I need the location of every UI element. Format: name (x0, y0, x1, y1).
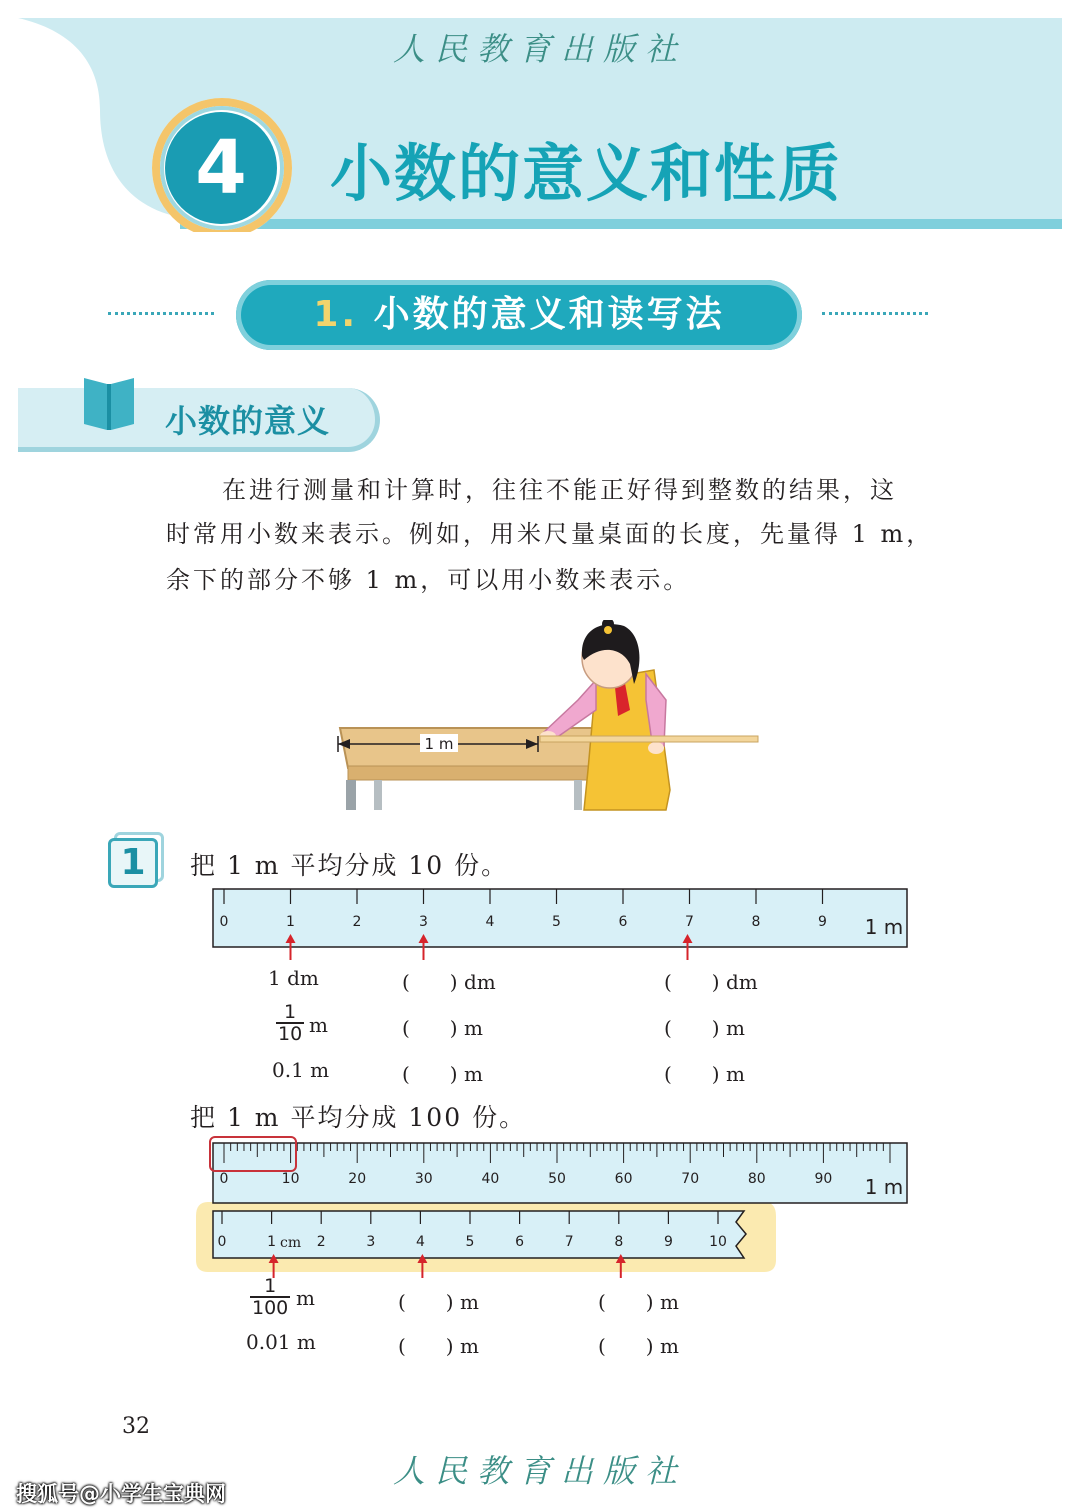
blank-7-fraction-m[interactable]: ( ) m (664, 1016, 745, 1040)
ruler-tick-label: 1 (267, 1234, 277, 1250)
ruler-tick-label: 4 (485, 914, 495, 930)
ruler-tick-label: 9 (663, 1234, 673, 1250)
fraction-one-tenth (276, 1002, 304, 1044)
ruler-tick-label: 9 (818, 914, 827, 930)
answer-1-dm: 1 dm (268, 966, 319, 990)
intro-line-3: 余下的部分不够 1 m，可以用小数来表示。 (166, 566, 691, 594)
blank-3-decimal-m[interactable]: ( ) m (402, 1062, 483, 1086)
ruler-tick-label: 7 (685, 914, 694, 930)
open-book-icon (80, 372, 138, 434)
ruler-tick-label: 90 (814, 1171, 833, 1187)
blank-8cm-decimal-m[interactable]: ( ) m (598, 1334, 679, 1358)
intro-line-1: 在进行测量和计算时，往往不能正好得到整数的结果，这 (222, 476, 897, 504)
ruler-1-end-label: 1 m (864, 915, 904, 939)
ruler-tick-label: 5 (552, 914, 561, 930)
ruler-tick-label: 3 (419, 914, 428, 930)
ruler-tick-label: 2 (352, 914, 362, 930)
ruler-cm-magnified (212, 1210, 752, 1286)
chapter-title: 小数的意义和性质 (330, 137, 843, 210)
blank-8cm-fraction-m[interactable]: ( ) m (598, 1290, 679, 1314)
fraction-denominator: 100 (252, 1297, 289, 1319)
ruler-tick-label: 2 (316, 1234, 326, 1250)
step-2-text: 把 1 m 平均分成 100 份。 (190, 1103, 527, 1132)
fraction-one-hundredth (250, 1276, 290, 1318)
ruler-100-parts (212, 1142, 910, 1206)
fraction-unit: m (309, 1013, 328, 1037)
ruler-10-parts (212, 888, 910, 962)
blank-4cm-fraction-m[interactable]: ( ) m (398, 1290, 479, 1314)
ruler-tick-label: 0 (219, 914, 229, 930)
footer-publisher-logo-text: 人民教育出版社 (392, 1452, 687, 1490)
ruler-tick-label: 5 (465, 1234, 475, 1250)
ruler-tick-label: 40 (481, 1171, 500, 1187)
answer-1-decimal: 0.1 m (272, 1058, 330, 1082)
ruler-tick-label: 10 (281, 1171, 300, 1187)
ruler-tick-label: 50 (548, 1171, 566, 1187)
ruler-tick-label: 0 (217, 1234, 227, 1250)
blank-3-dm[interactable]: ( ) dm (402, 970, 496, 994)
fraction-numerator: 1 (264, 1275, 277, 1297)
answer-1cm-decimal: 0.01 m (246, 1330, 316, 1354)
dotted-divider-right (822, 312, 928, 316)
ruler-tick-label: 7 (564, 1234, 574, 1250)
ruler-tick-label: 30 (414, 1171, 433, 1187)
section-title: 小数的意义和读写法 (373, 294, 725, 335)
fraction-unit: m (296, 1286, 315, 1310)
section-number: 1. (313, 294, 359, 335)
ruler-tick-label: 80 (747, 1171, 766, 1187)
ruler-2-end-label: 1 m (864, 1175, 904, 1199)
ruler-tick-label: 8 (614, 1234, 624, 1250)
ruler-tick-label: 70 (681, 1171, 700, 1187)
section-heading (236, 280, 802, 350)
step-1-text: 把 1 m 平均分成 10 份。 (190, 851, 509, 880)
ruler-tick-label: 3 (366, 1234, 376, 1250)
fraction-denominator: 10 (278, 1023, 303, 1045)
publisher-logo-text: 人民教育出版社 (392, 30, 687, 68)
item-number: 1 (108, 838, 158, 888)
ruler-tick-label: 60 (614, 1171, 633, 1187)
ruler-tick-label: 6 (618, 914, 628, 930)
blank-4cm-decimal-m[interactable]: ( ) m (398, 1334, 479, 1358)
chapter-number: 4 (165, 112, 277, 224)
blank-7-dm[interactable]: ( ) dm (664, 970, 758, 994)
ruler-tick-label: 20 (348, 1171, 367, 1187)
fraction-numerator: 1 (284, 1001, 297, 1023)
measure-label: 1 m (424, 735, 454, 753)
girl-measuring-table-illustration (334, 620, 764, 812)
subsection-title: 小数的意义 (165, 402, 331, 440)
ruler-tick-label: 10 (709, 1234, 727, 1250)
ruler-tick-label: 6 (515, 1234, 525, 1250)
zoom-frame (209, 1136, 297, 1172)
dotted-divider-left (108, 312, 214, 316)
blank-7-decimal-m[interactable]: ( ) m (664, 1062, 745, 1086)
ruler-tick-label: 8 (751, 914, 761, 930)
ruler-3-unit-label: cm (280, 1235, 302, 1251)
ruler-tick-label: 4 (415, 1234, 425, 1250)
watermark: 搜狐号@小学生宝典网 (16, 1482, 226, 1506)
page-number: 32 (122, 1414, 150, 1439)
intro-line-2: 时常用小数来表示。例如，用米尺量桌面的长度，先量得 1 m， (166, 520, 934, 548)
ruler-tick-label: 0 (219, 1171, 229, 1187)
ruler-tick-label: 1 (286, 914, 295, 930)
blank-3-fraction-m[interactable]: ( ) m (402, 1016, 483, 1040)
